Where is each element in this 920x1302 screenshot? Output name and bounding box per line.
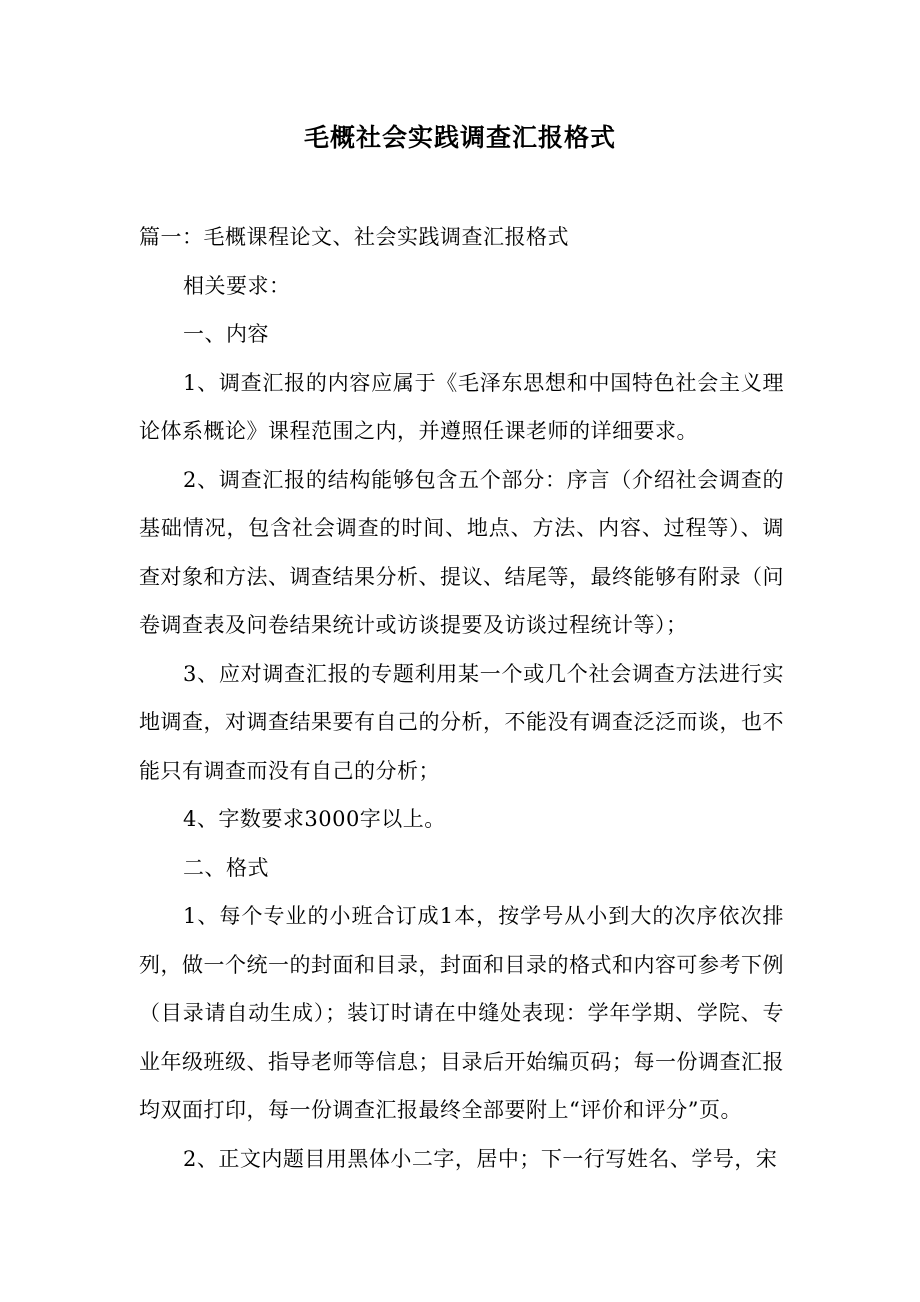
format-item-1: 1、每个专业的小班合订成1本，按学号从小到大的次序依次排列，做一个统一的封面和目录，封面和目录的格式和内容可参考下例（目录请自动生成）；装订时请在中缝处表现：学年学期、学院、专业年级班级、指导老师等信息；目录后开始编页码；每一份调查汇报均双面打印，每一份调查汇报最终全部要附上“评价和评分”页。 xyxy=(139,904,784,1122)
content-item-1: 1、调查汇报的内容应属于《毛泽东思想和中国特色社会主义理论体系概论》课程范围之内，并遵照任课老师的详细要求。 xyxy=(139,370,784,443)
document-title: 毛概社会实践调查汇报格式 xyxy=(303,123,616,152)
document-body xyxy=(139,213,784,1183)
content-item-2: 2、调查汇报的结构能够包含五个部分：序言（介绍社会调查的基础情况，包含社会调查的时间、地点、方法、内容、过程等）、调查对象和方法、调查结果分析、提议、结尾等，最终能够有附录（问卷调查表及问卷结果统计或访谈提要及访谈过程统计等）； xyxy=(139,467,784,637)
requirements-label: 相关要求： xyxy=(183,273,291,298)
content-item-4: 4、字数要求3000字以上。 xyxy=(183,807,446,831)
content-heading: 一、内容 xyxy=(183,322,269,346)
content-item-3: 3、应对调查汇报的专题利用某一个或几个社会调查方法进行实地调查，对调查结果要有自己的分析，不能没有调查泛泛而谈，也不能只有调查而没有自己的分析； xyxy=(139,661,784,783)
format-heading: 二、格式 xyxy=(183,855,269,880)
format-item-2: 2、正文内题目用黑体小二字，居中；下一行写姓名、学号，宋 xyxy=(183,1146,778,1171)
section-heading: 篇一：毛概课程论文、社会实践调查汇报格式 xyxy=(139,225,569,249)
